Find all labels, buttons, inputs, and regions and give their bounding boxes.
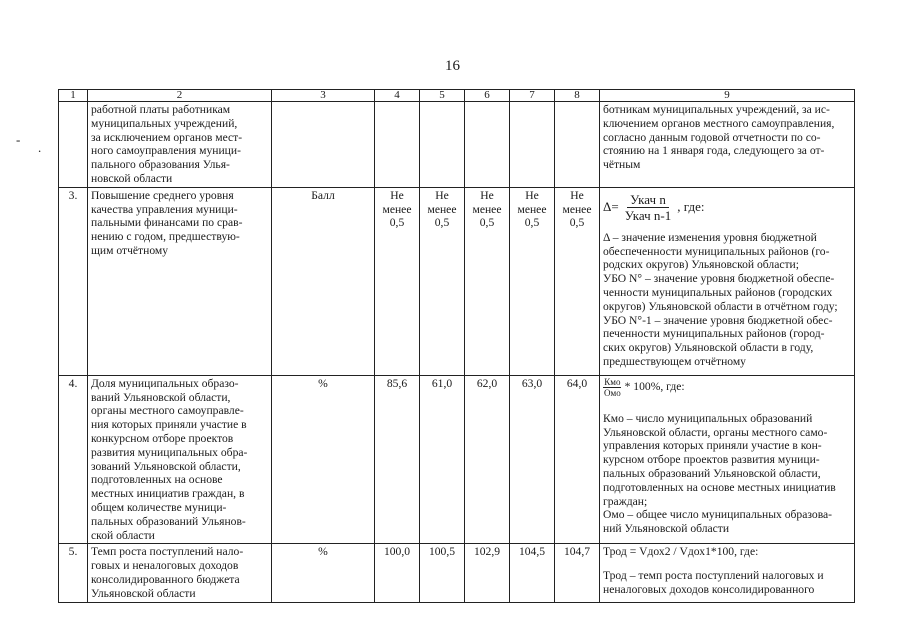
indicator-name: Доля муниципальных образо- ваний Ульяновской области, органы местного самоуправле- ния которых приняли участие в конкурсном отборе проектов развития муниципальных обра- зований Ульяновской области, подготовленных на основе местных инициатив граждан, в общем количестве муници- пальных образований Ульянов- ской области [88, 375, 272, 544]
calculation-method: Трод = Vдох2 / Vдох1*100, где: Трод – темп роста поступлений налоговых и неналоговых доходов консолидированного [600, 544, 855, 602]
value-cell: 104,5 [510, 544, 555, 602]
value-cell: Не менее 0,5 [555, 187, 600, 375]
margin-mark-dot: . [38, 140, 42, 155]
value-cell: 102,9 [465, 544, 510, 602]
value-cell: 64,0 [555, 375, 600, 544]
unit: % [272, 375, 375, 544]
calculation-method: $\frac{\text{Кмо}}{\text{Омо}}$ * 100%, где: Кмо – число муниципальных образований Ульяновской области, органы местного само- управления которых приняли участие в кон- курсном отборе проектов развития муници- пальных образований Ульяновской области, подготовленных на основе местных инициатив граждан; Омо – общее число муниципальных образова- ний Ульяновской области [600, 375, 855, 544]
header-cell: 8 [555, 90, 600, 102]
indicator-name: Повышение среднего уровня качества управления муници- пальными финансами по срав- нению с годом, предшествую- щим отчётному [88, 187, 272, 375]
table-row-4 [59, 375, 855, 544]
table-row-3 [59, 187, 855, 375]
header-cell: 9 [600, 90, 855, 102]
value-cell: 62,0 [465, 375, 510, 544]
table-row-continuation [59, 102, 855, 188]
value-cell: Не менее 0,5 [510, 187, 555, 375]
value-cell: 85,6 [375, 375, 420, 544]
delta-formula: Δ= $\frac{\text{Укач n}}{\text{Укач n-1}}$ , где: [603, 191, 705, 223]
indicator-name: Темп роста поступлений нало- говых и неналоговых доходов консолидированного бюджета Ульяновской области [88, 544, 272, 602]
value-cell: Не менее 0,5 [465, 187, 510, 375]
header-cell: 5 [420, 90, 465, 102]
header-cell: 7 [510, 90, 555, 102]
header-cell: 3 [272, 90, 375, 102]
row-number: 3. [59, 187, 88, 375]
margin-mark-dash: - [16, 132, 21, 147]
header-cell: 2 [88, 90, 272, 102]
header-cell: 1 [59, 90, 88, 102]
table-row-5 [59, 544, 855, 602]
page-number: 16 [445, 58, 460, 74]
header-row [59, 90, 855, 102]
value-cell: 104,7 [555, 544, 600, 602]
share-formula: $\frac{\text{Кмо}}{\text{Омо}}$ * 100%, где: [604, 376, 685, 398]
calculation-method: Δ= $\frac{\text{Укач n}}{\text{Укач n-1}}$ , где: Δ – значение изменения уровня бюджетной обеспеченности муниципальных районов (го- родских округов) Ульяновской области; УБО N° – значение уровня бюджетной обеспе- ченности муниципальных районов (городских округов) Ульяновской области в отчётном году; УБО N°-1 – значение уровня бюджетной обес- печенности муниципальных районов (город- ских округов) Ульяновской области в году, предшествующем отчётному [600, 187, 855, 375]
header-cell: 6 [465, 90, 510, 102]
row-number: 4. [59, 375, 88, 544]
header-cell: 4 [375, 90, 420, 102]
value-cell: Не менее 0,5 [420, 187, 465, 375]
indicators-table [58, 89, 855, 603]
value-cell: Не менее 0,5 [375, 187, 420, 375]
growth-formula: Трод = Vдох2 / Vдох1*100, где: [603, 545, 759, 559]
indicator-name: работной платы работникам муниципальных учреждений, за исключением органов мест- ного самоуправления муници- пального образования Улья- новской области [88, 102, 272, 188]
value-cell: 63,0 [510, 375, 555, 544]
value-cell: 100,5 [420, 544, 465, 602]
value-cell: 100,0 [375, 544, 420, 602]
value-cell: 61,0 [420, 375, 465, 544]
row-number: 5. [59, 544, 88, 602]
calculation-method: ботникам муниципальных учреждений, за ис- ключением органов местного самоуправления, согласно данным годовой отчетности по со- стоянию на 1 января года, следующего за от- чётным [600, 102, 855, 188]
unit: % [272, 544, 375, 602]
unit: Балл [272, 187, 375, 375]
